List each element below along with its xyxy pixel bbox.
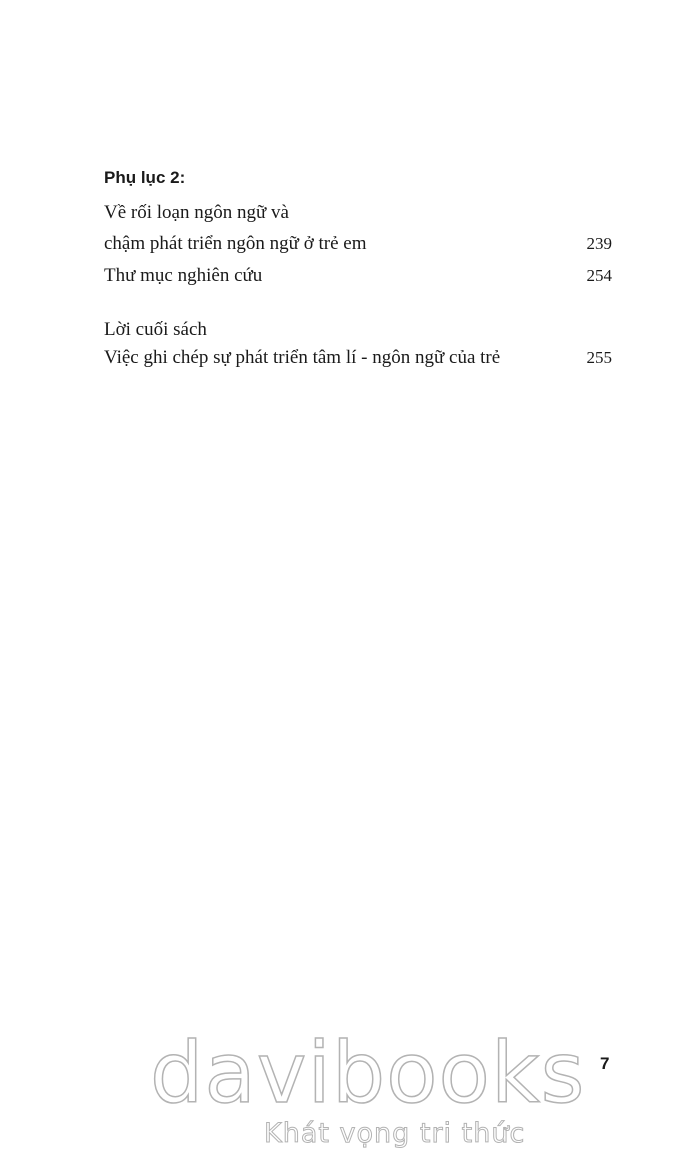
appendix-heading: Phụ lục 2: [104, 168, 186, 187]
toc-entry-page: 254 [586, 266, 612, 285]
toc-entry-title: chậm phát triển ngôn ngữ ở trẻ em [104, 233, 367, 254]
afterword-heading-text: Lời cuối sách [104, 319, 207, 340]
davibooks-tagline: Khát vọng tri thức [264, 1118, 526, 1149]
toc-entry-page: 255 [586, 348, 612, 367]
toc-entry-page: 239 [586, 234, 612, 253]
toc-entry-title: Việc ghi chép sự phát triển tâm lí - ngôn ngữ của trẻ [104, 347, 501, 368]
toc-entry-title: Về rối loạn ngôn ngữ và [104, 202, 289, 223]
page-number: 7 [600, 1054, 610, 1073]
toc-entry-title: Thư mục nghiên cứu [104, 265, 263, 286]
davibooks-logo: davibooks [150, 1024, 586, 1122]
